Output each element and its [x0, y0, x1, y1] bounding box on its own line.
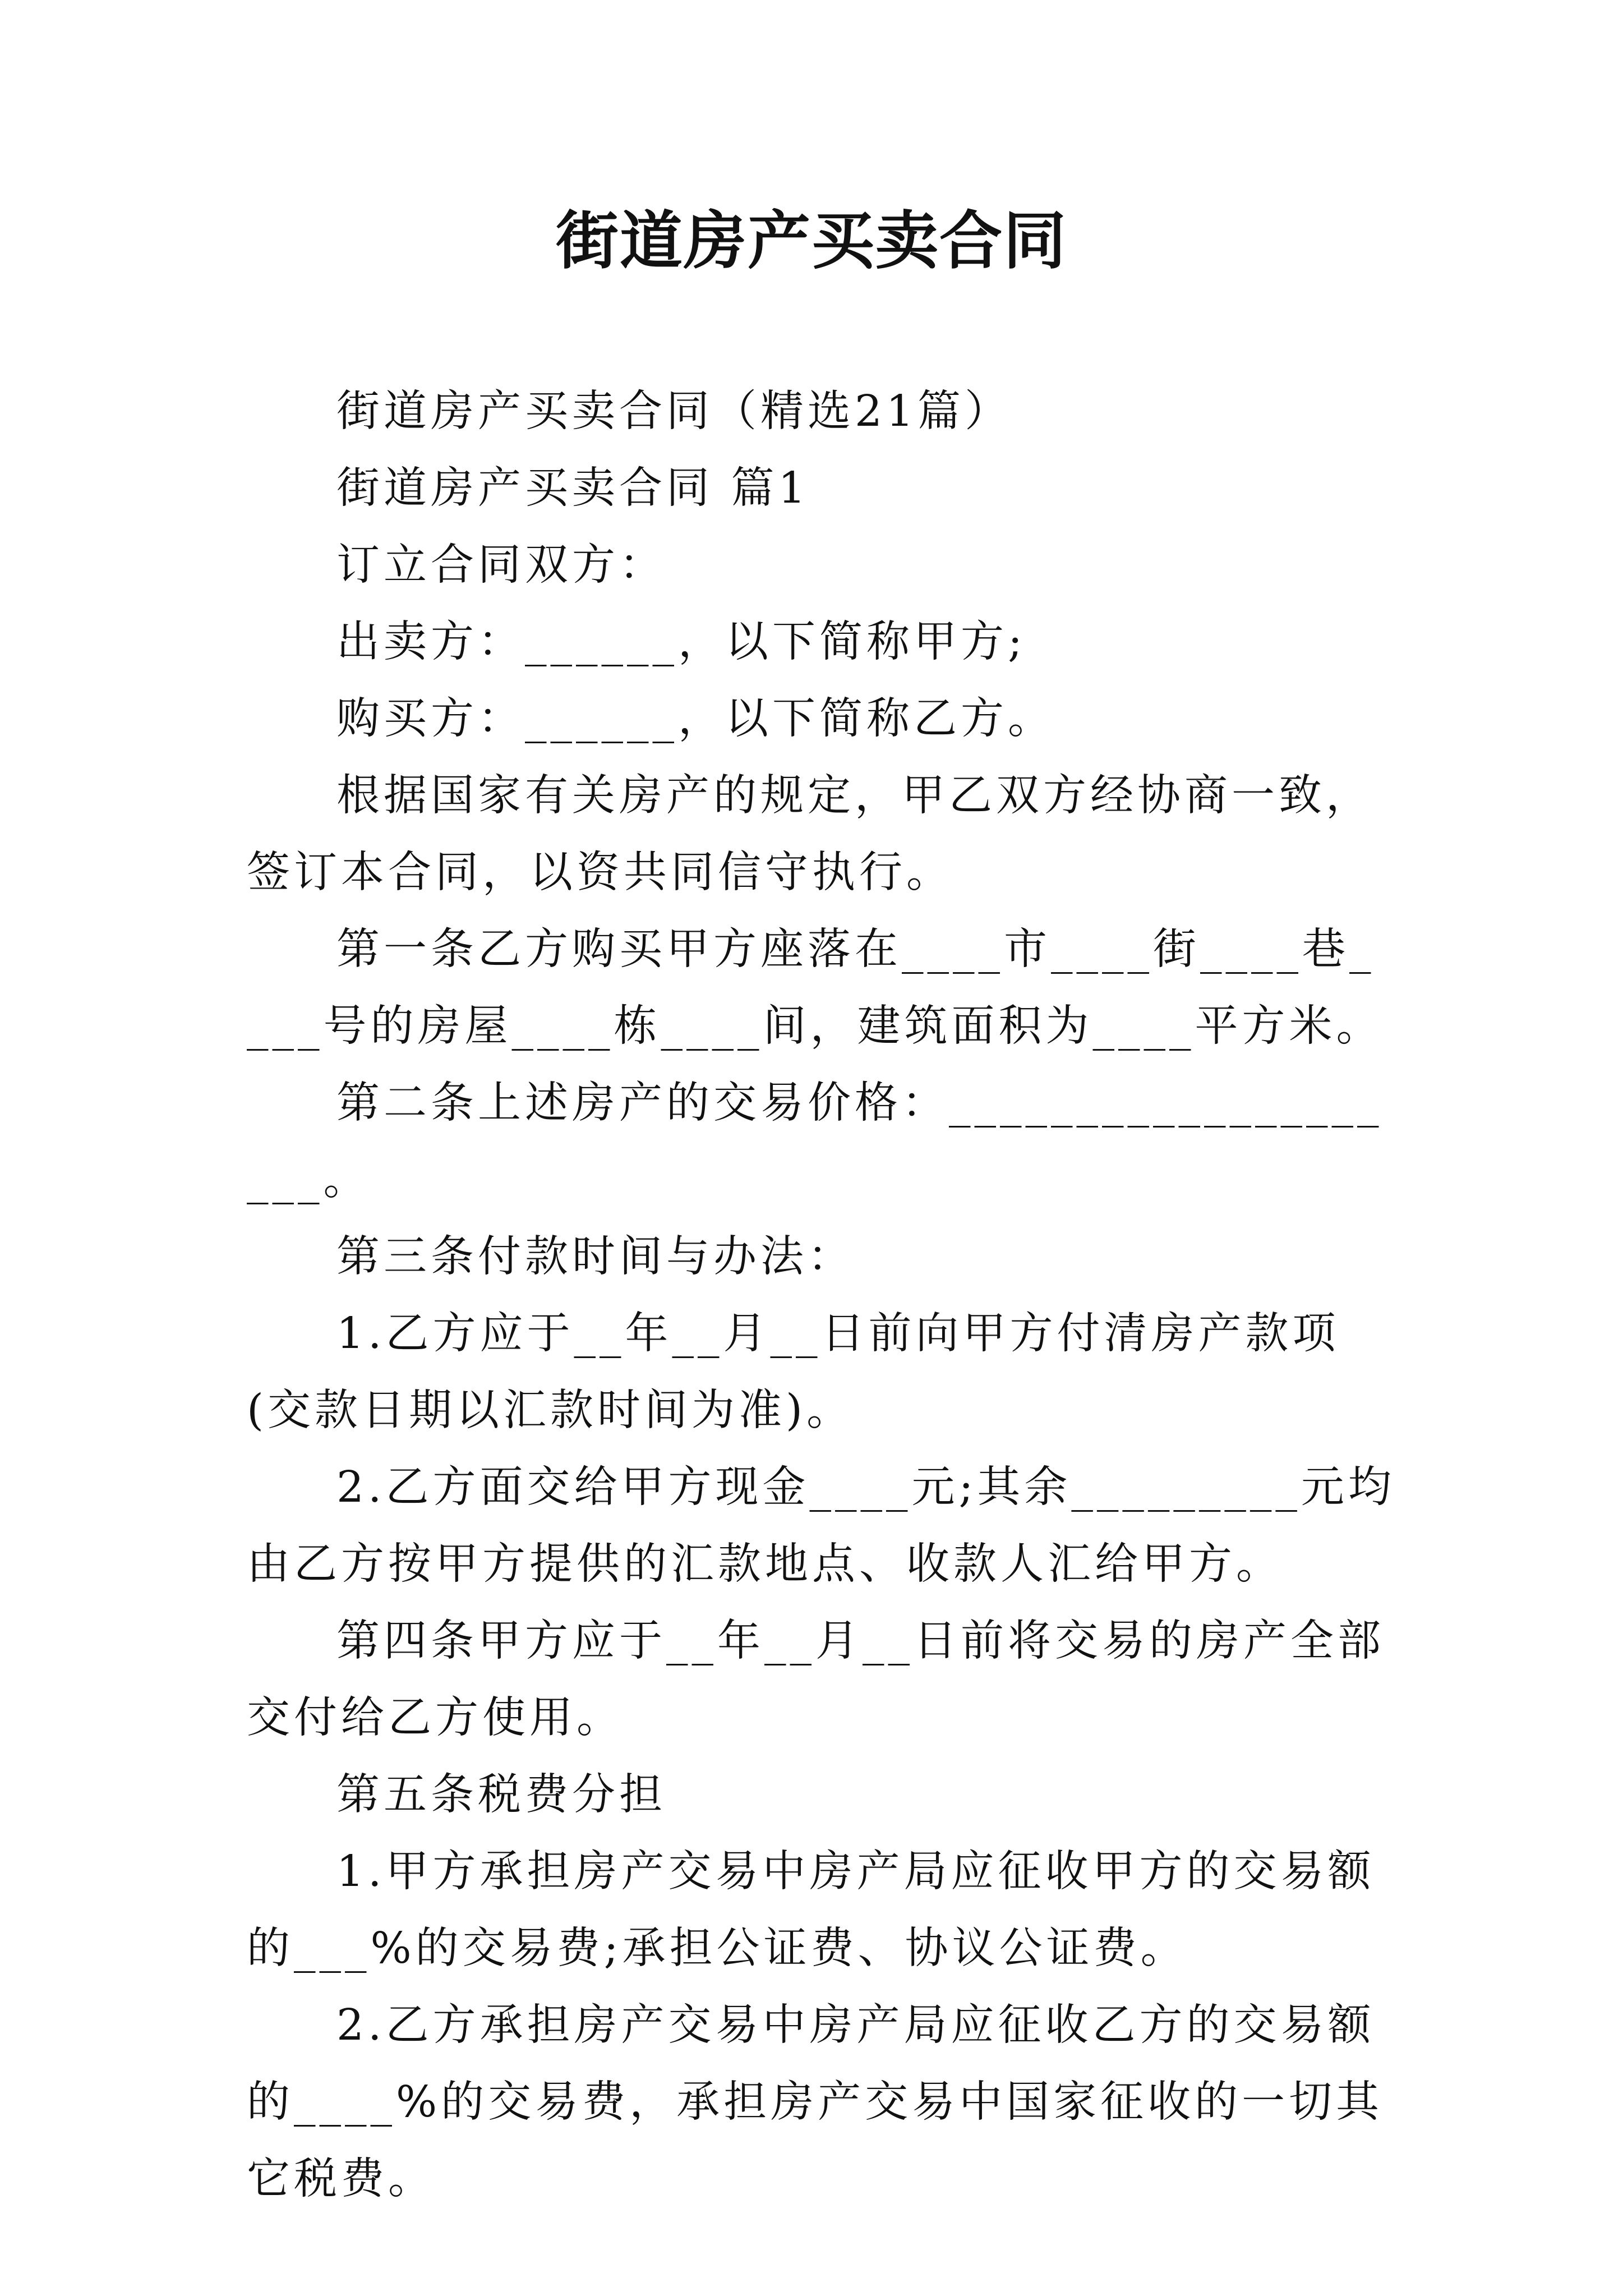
- paragraph-article-4: 第四条甲方应于__年__月__日前将交易的房产全部交付给乙方使用。: [247, 1616, 1385, 1743]
- paragraph-article-3: 第三条付款时间与办法：: [336, 1232, 855, 1282]
- paragraph-preamble: 根据国家有关房产的规定，甲乙双方经协商一致，签订本合同，以资共同信守执行。: [247, 771, 1373, 898]
- paragraph-article-2: 第二条上述房产的交易价格：____________________。: [247, 1078, 1383, 1205]
- paragraph-seller: 出卖方：______，以下简称甲方;: [336, 617, 1026, 667]
- paragraph-section-heading: 街道房产买卖合同 篇1: [336, 463, 810, 513]
- paragraph-parties-heading: 订立合同双方：: [336, 540, 666, 590]
- document-body: [247, 373, 1396, 2217]
- paragraph-article-5-item-1: 1.甲方承担房产交易中房产局应征收甲方的交易额的___%的交易费;承担公证费、协议公证费。: [247, 1847, 1375, 1973]
- paragraph-article-3-item-1: 1.乙方应于__年__月__日前向甲方付清房产款项(交款日期以汇款时间为准)。: [247, 1309, 1340, 1435]
- paragraph-article-1: 第一条乙方购买甲方座落在____市____街____巷____号的房屋____栋____间，建筑面积为____平方米。: [247, 924, 1384, 1051]
- paragraph-article-5-item-2: 2.乙方承担房产交易中房产局应征收乙方的交易额的____%的交易费，承担房产交易中国家征收的一切其它税费。: [247, 2000, 1384, 2204]
- paragraph-buyer: 购买方：______，以下简称乙方。: [336, 694, 1055, 744]
- paragraph-article-3-item-2: 2.乙方面交给甲方现金____元;其余_________元均由乙方按甲方提供的汇款地点、收款人汇给甲方。: [247, 1462, 1395, 1589]
- document-title: 街道房产买卖合同: [556, 204, 1067, 278]
- paragraph-subtitle: 街道房产买卖合同（精选21篇）: [336, 386, 1012, 436]
- paragraph-article-5: 第五条税费分担: [336, 1770, 666, 1820]
